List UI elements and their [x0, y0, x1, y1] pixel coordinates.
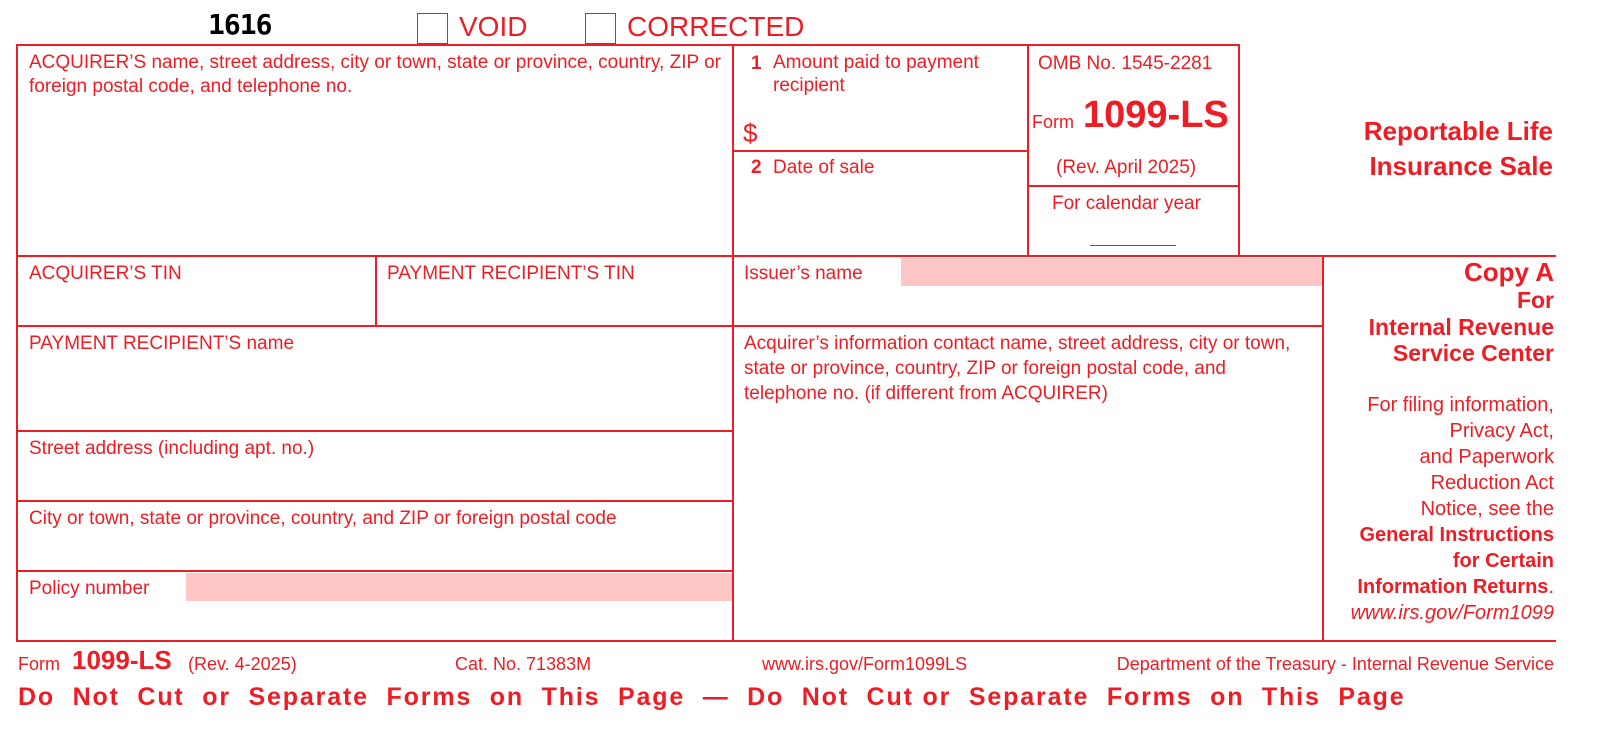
void-checkbox[interactable] [417, 13, 448, 44]
omb-revision: (Rev. April 2025) [1056, 157, 1197, 178]
acquirer-contact-label: Acquirer’s information contact name, street address, city or town, state or province, country, ZIP or foreign postal code, and telephone no. (if different from ACQUIRER) [744, 333, 1291, 404]
calendar-year-field[interactable] [1090, 222, 1176, 246]
rule-policy-top [16, 570, 733, 572]
do-not-cut-banner: Do Not Cut or Separate Forms on This Page — Do Not Cut or Separate Forms on This Page [18, 683, 1406, 711]
recipient-tin-label: PAYMENT RECIPIENT’S TIN [387, 263, 635, 284]
box2-label: Date of sale [773, 157, 875, 178]
copy-instructions-line3-text: Information Returns [1357, 576, 1549, 598]
form-code: 1616 [208, 8, 272, 41]
rule-row3-top [16, 325, 1323, 327]
copy-for: For [1516, 287, 1554, 313]
copy-instructions-line1: General Instructions [1359, 524, 1554, 546]
box1-amount-field[interactable] [770, 110, 1022, 148]
corrected-label: CORRECTED [627, 11, 805, 42]
street-address-field[interactable] [22, 463, 727, 497]
box1-label: Amount paid to payment recipient [773, 52, 979, 96]
policy-number-field[interactable] [186, 573, 732, 601]
rule-omb-bottom [1027, 185, 1239, 187]
acquirer-tin-field[interactable] [22, 287, 370, 321]
recipient-name-field[interactable] [22, 358, 727, 426]
footer-cat-number: Cat. No. 71383M [455, 654, 592, 674]
footer-form-prefix: Form [18, 654, 60, 674]
calendar-year-label: For calendar year [1052, 193, 1201, 214]
box1-currency: $ [743, 118, 758, 148]
footer-department: Department of the Treasury - Internal Revenue Service [1116, 654, 1554, 674]
copy-notice-line4: Reduction Act [1430, 472, 1554, 494]
rule-street-top [16, 430, 733, 432]
copy-url[interactable]: www.irs.gov/Form1099 [1350, 602, 1554, 624]
rule-box1-bottom [732, 150, 1028, 152]
acquirer-contact-field[interactable] [740, 410, 1318, 636]
copy-instructions-period: . [1548, 576, 1554, 598]
copy-notice-line3: and Paperwork [1419, 446, 1554, 468]
rule-copy-left [1322, 255, 1324, 642]
policy-number-label: Policy number [29, 578, 150, 599]
box2-number: 2 [751, 157, 762, 178]
copy-a-title: Copy A [1463, 257, 1554, 287]
copy-notice-line5: Notice, see the [1420, 498, 1554, 520]
recipient-tin-field[interactable] [381, 287, 727, 321]
copy-irs-line2: Service Center [1392, 340, 1554, 366]
copy-instructions-line2: for Certain [1452, 550, 1554, 572]
rule-bottom [16, 640, 1556, 642]
rule-left [16, 44, 18, 642]
copy-notice-line2: Privacy Act, [1449, 420, 1554, 442]
recipient-name-label: PAYMENT RECIPIENT’S name [29, 333, 295, 354]
footer-url[interactable]: www.irs.gov/Form1099LS [762, 654, 968, 674]
corrected-checkbox[interactable] [585, 13, 616, 44]
street-address-label: Street address (including apt. no.) [29, 438, 315, 459]
rule-tin-divider [375, 255, 377, 327]
copy-notice-line1: For filing information, [1367, 394, 1554, 416]
issuer-name-field[interactable] [901, 258, 1322, 286]
form-title-line1: Reportable Life [1363, 116, 1553, 146]
omb-number: OMB No. 1545-2281 [1038, 53, 1213, 74]
issuer-name-label: Issuer’s name [744, 263, 863, 284]
footer-revision: (Rev. 4-2025) [188, 654, 297, 674]
form-title-line2: Insurance Sale [1369, 151, 1553, 181]
box1-number: 1 [751, 53, 762, 74]
void-label: VOID [459, 11, 528, 42]
copy-irs-line1: Internal Revenue [1368, 314, 1554, 340]
rule-row2-top [16, 255, 1556, 257]
omb-form-name: 1099-LS [1083, 94, 1229, 136]
rule-mid [732, 44, 734, 642]
footer-form-name: 1099-LS [72, 645, 172, 675]
box2-date-field[interactable] [740, 185, 1022, 251]
omb-form-prefix: Form [1032, 112, 1074, 132]
city-label: City or town, state or province, country, and ZIP or foreign postal code [29, 508, 617, 529]
acquirer-tin-label: ACQUIRER’S TIN [29, 263, 182, 284]
rule-city-top [16, 500, 733, 502]
city-field[interactable] [22, 533, 727, 567]
rule-top [16, 44, 1239, 46]
acquirer-name-label: ACQUIRER’S name, street address, city or town, state or province, country, ZIP or foreign postal code, and telephone no. [29, 52, 721, 97]
copy-instructions-line3 [1326, 574, 1554, 600]
